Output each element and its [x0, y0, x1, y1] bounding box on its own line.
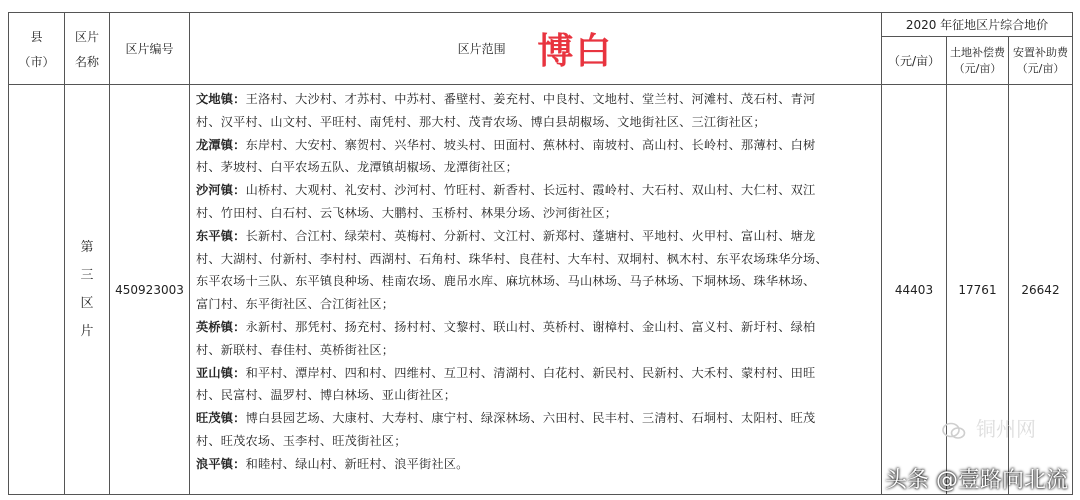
- header-price-group: 2020 年征地区片综合地价: [882, 13, 1073, 37]
- land-price-table: [8, 12, 1073, 495]
- scope-line: [196, 202, 875, 225]
- scope-line: [196, 407, 875, 430]
- town-name: 浪平镇：: [196, 456, 246, 471]
- wechat-watermark: 铜州网: [942, 413, 1036, 442]
- town-name: 龙潭镇：: [196, 137, 246, 152]
- town-name: 亚山镇：: [196, 365, 246, 380]
- scope-line: [196, 293, 875, 316]
- header-area-code: 区片编号: [110, 13, 190, 85]
- table-row: [9, 85, 1073, 495]
- author-watermark: 头条 @壹路向北流: [885, 468, 1068, 493]
- wechat-icon: [942, 422, 966, 440]
- village-list: 东岸村、大安村、寨贺村、兴华村、坡头村、田面村、蕉林村、南坡村、高山村、长岭村、那薄村、白树: [245, 137, 816, 152]
- scope-line: [196, 248, 875, 271]
- cell-resettle-fee: 26642: [1009, 85, 1073, 495]
- range-label: 区片范围: [457, 42, 506, 56]
- village-list: 东平农场十三队、东平镇良种场、桂南农场、鹿吊水库、麻坑林场、马山林场、马子林场、下垌林场、珠华林场、: [196, 274, 816, 289]
- town-name: 文地镇：: [196, 92, 246, 106]
- scope-line: [196, 430, 875, 453]
- scope-line: [196, 225, 875, 248]
- village-list: 博白县园艺场、大康村、大寿村、康宁村、绿深林场、六田村、民丰村、三清村、石垌村、太阳村、旺茂: [245, 411, 816, 426]
- town-name: 英桥镇：: [196, 319, 246, 334]
- scope-line: [196, 339, 875, 362]
- scope-line: [196, 453, 875, 476]
- header-total-price-unit: （元/亩）: [882, 37, 947, 85]
- scope-line: [196, 179, 875, 202]
- header-area-range: [190, 13, 882, 85]
- village-list: 村、旺茂农场、玉李村、旺茂街社区；: [196, 433, 407, 448]
- village-list: 村、民富村、温罗村、博白林场、亚山街社区；: [196, 388, 457, 403]
- red-stamp-text: 博白: [537, 31, 614, 72]
- village-list: 村、大湖村、付新村、李村村、西湖村、石角村、珠华村、良荏村、大车村、双垌村、枫木村、东平农场珠华分场、: [196, 251, 828, 266]
- village-list: 村、新联村、春佳村、英桥街社区；: [196, 342, 395, 357]
- town-name: 东平镇：: [196, 228, 246, 243]
- scope-line: [196, 156, 875, 179]
- village-list: 王洛村、大沙村、才苏村、中苏村、番壁村、姜充村、中良村、文地村、堂兰村、河滩村、茂石村、青河: [245, 92, 816, 106]
- scope-line: [196, 316, 875, 339]
- scope-line: [196, 111, 875, 134]
- header-land-fee: 土地补偿费 （元/亩）: [947, 37, 1009, 85]
- village-list: 村、茅坡村、白平农场五队、龙潭镇胡椒场、龙潭街社区；: [196, 160, 519, 175]
- header-resettle-fee: 安置补助费 （元/亩）: [1009, 37, 1073, 85]
- village-list: 长新村、合江村、绿荣村、英梅村、分新村、文江村、新郑村、蓬塘村、平地村、火甲村、富山村、塘龙: [245, 228, 816, 243]
- scope-line: [196, 270, 875, 293]
- cell-land-fee: 17761: [947, 85, 1009, 495]
- cell-county: [9, 85, 65, 495]
- cell-area-scope: [190, 85, 882, 495]
- town-name: 旺茂镇：: [196, 411, 246, 426]
- village-list: 富门村、东平街社区、合江街社区；: [196, 297, 395, 312]
- cell-total-price: 44403: [882, 85, 947, 495]
- scope-line: [196, 384, 875, 407]
- header-area-name: 区片 名称: [65, 13, 110, 85]
- cell-area-name: 第 三 区 片: [65, 85, 110, 495]
- village-list: 和平村、潭岸村、四和村、四维村、互卫村、清湖村、白花村、新民村、民新村、大禾村、蒙村村、田旺: [245, 365, 816, 380]
- scope-line: [196, 362, 875, 385]
- village-list: 村、竹田村、白石村、云飞林场、大鹏村、玉桥村、林果分场、沙河街社区；: [196, 205, 618, 220]
- scope-line: [196, 88, 875, 111]
- village-list: 村、汉平村、山文村、平旺村、南凭村、那大村、茂青农场、博白县胡椒场、文地街社区、三江街社区；: [196, 114, 766, 129]
- scope-line: [196, 134, 875, 157]
- village-list: 山桥村、大观村、礼安村、沙河村、竹旺村、新香村、长远村、霞岭村、大石村、双山村、大仁村、双江: [245, 183, 816, 198]
- header-county: 县 （市）: [9, 13, 65, 85]
- village-list: 和睦村、绿山村、新旺村、浪平街社区。: [245, 456, 469, 471]
- village-list: 永新村、那凭村、扬充村、扬村村、文黎村、联山村、英桥村、谢樟村、金山村、富义村、新圩村、绿柏: [245, 319, 816, 334]
- cell-area-code: 450923003: [110, 85, 190, 495]
- town-name: 沙河镇：: [196, 183, 246, 198]
